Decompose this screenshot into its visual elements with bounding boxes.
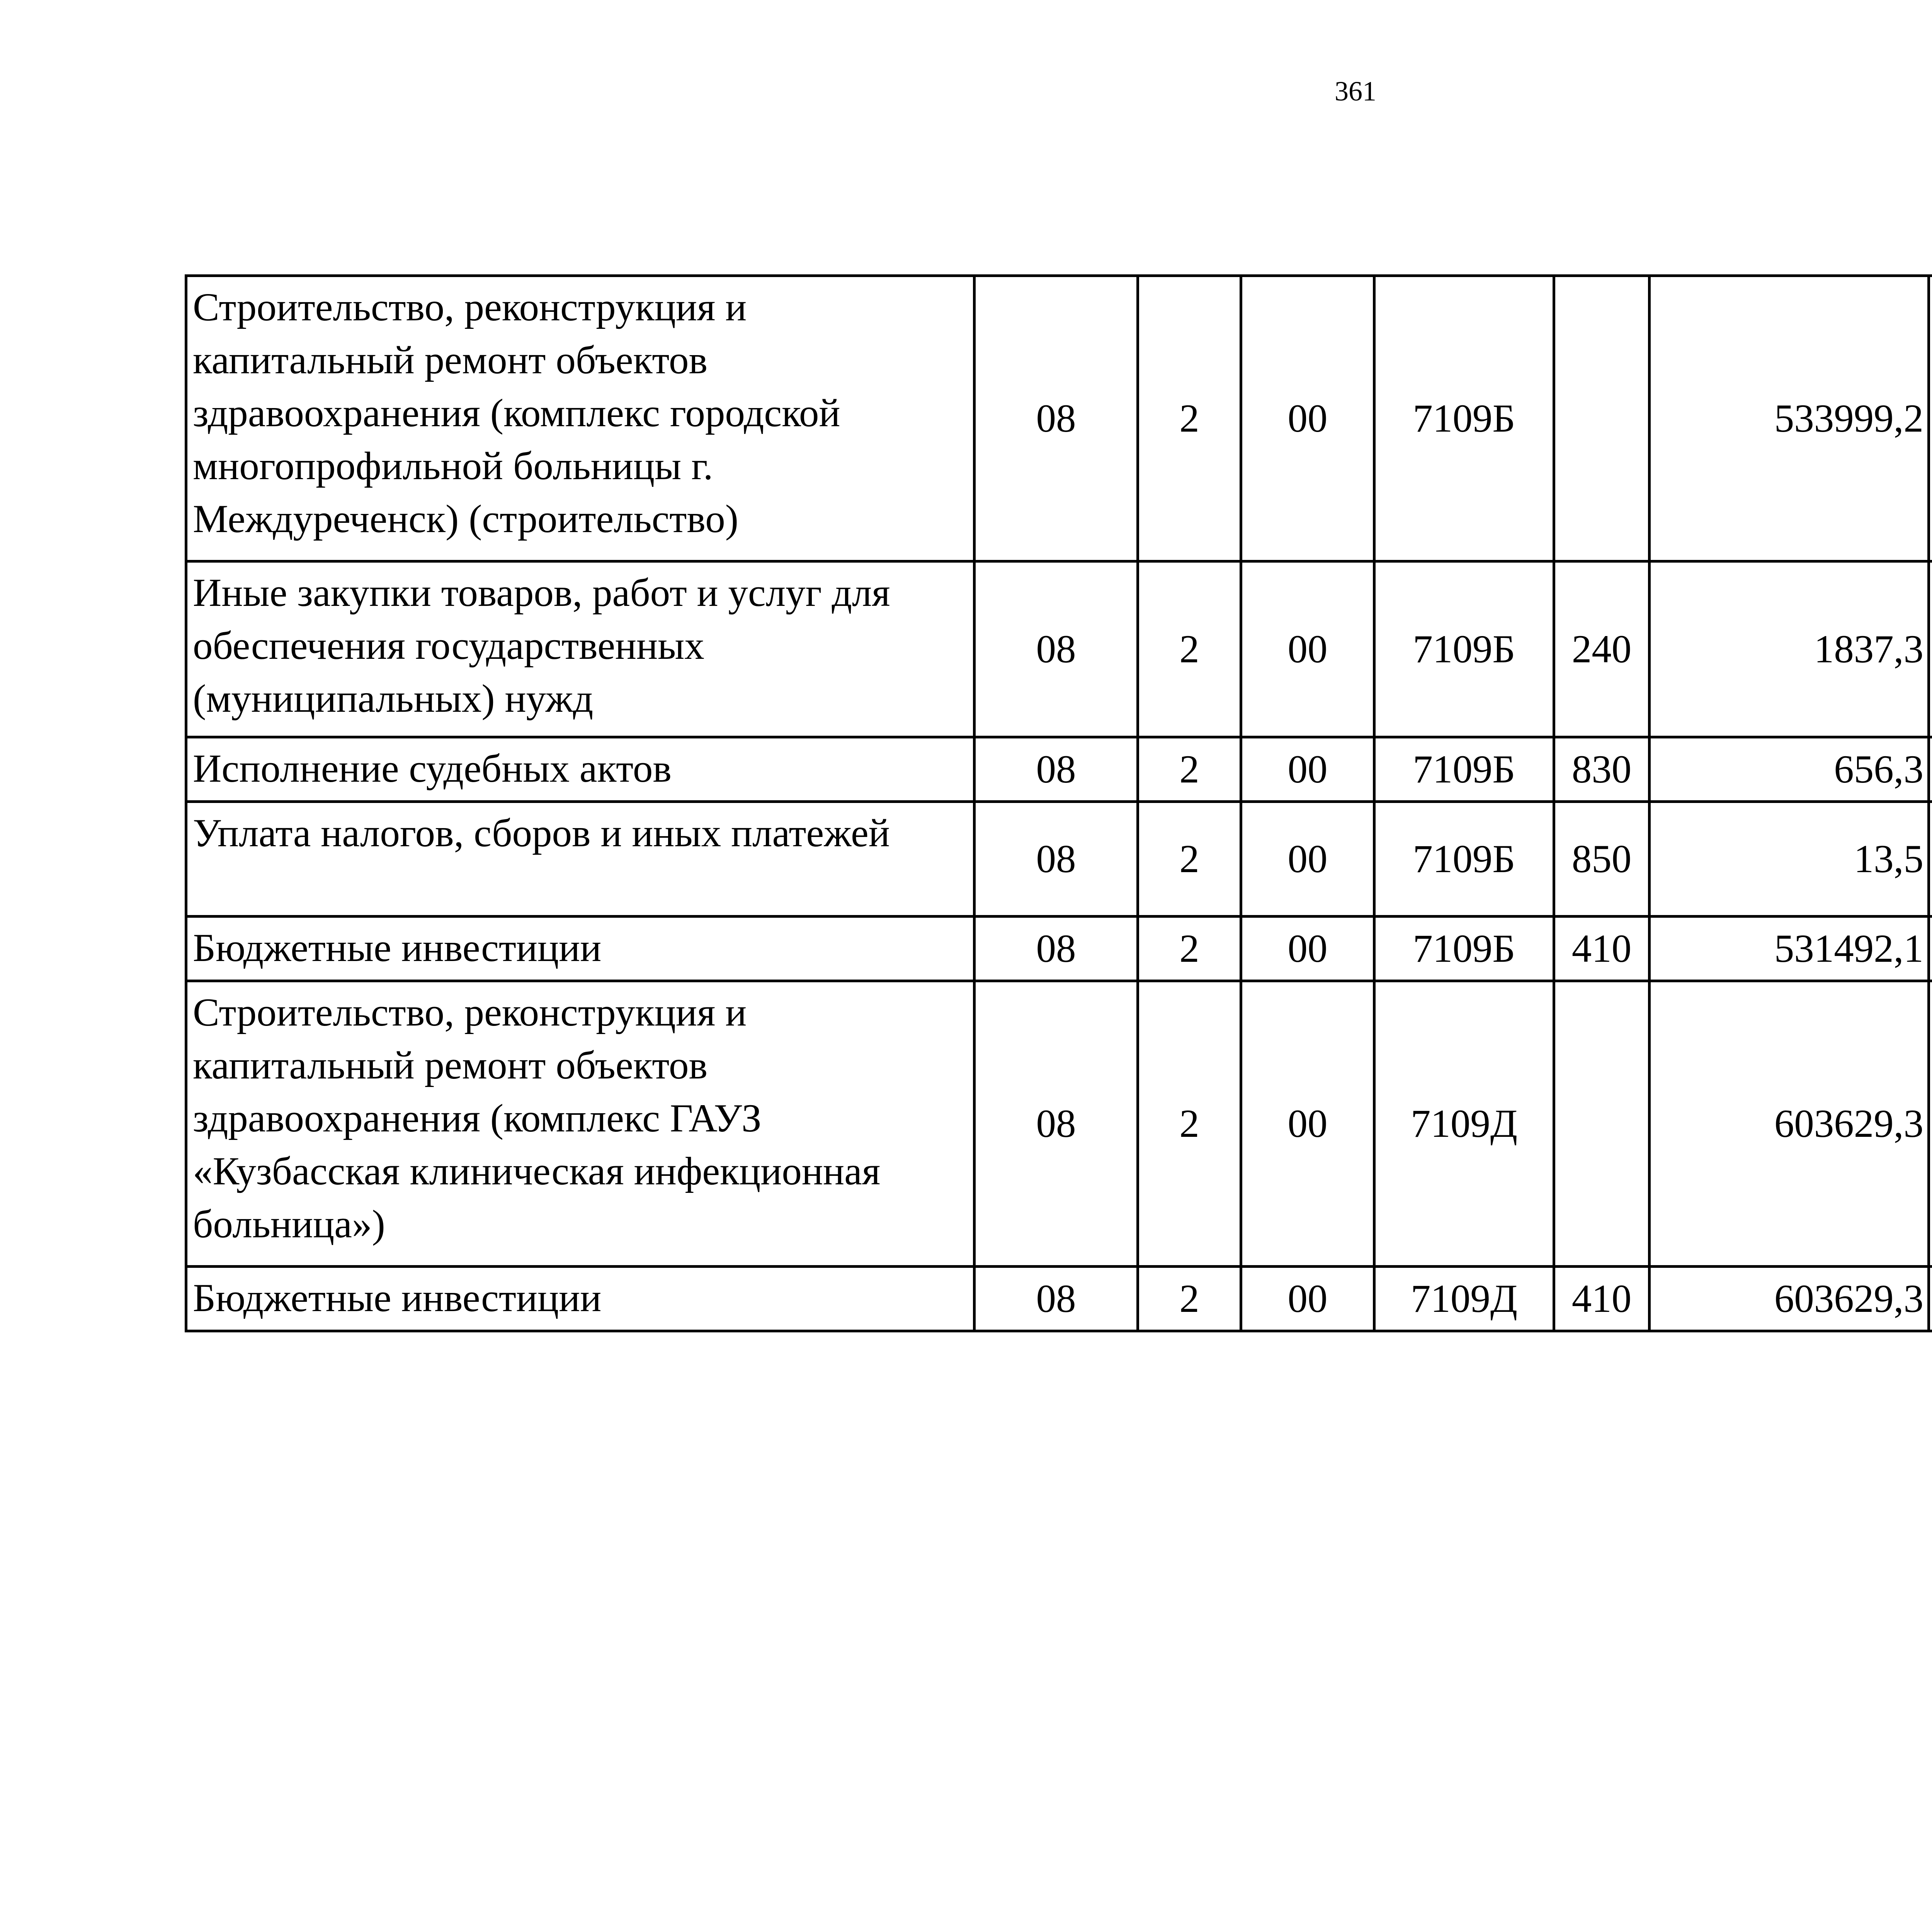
section-code: 08 <box>975 276 1138 561</box>
expense-type-code: 240 <box>1554 561 1650 737</box>
subprogram-code: 00 <box>1241 1267 1374 1331</box>
amount-year-2 <box>1929 276 1932 561</box>
amount-year-1: 13,5 <box>1650 802 1929 917</box>
subprogram-code: 00 <box>1241 276 1374 561</box>
table-row <box>186 276 1932 561</box>
amount-year-1: 656,3 <box>1650 737 1929 802</box>
table-row <box>186 1267 1932 1331</box>
page-number: 361 <box>1335 76 1376 107</box>
amount-year-2 <box>1929 1267 1932 1331</box>
direction-code: 7109Б <box>1374 276 1554 561</box>
expense-type-code: 410 <box>1554 917 1650 981</box>
section-code: 08 <box>975 561 1138 737</box>
amount-year-1: 533999,2 <box>1650 276 1929 561</box>
section-code: 08 <box>975 737 1138 802</box>
row-description: Бюджетные инвестиции <box>186 917 975 981</box>
expense-type-code: 830 <box>1554 737 1650 802</box>
amount-year-2 <box>1929 981 1932 1267</box>
direction-code: 7109Д <box>1374 1267 1554 1331</box>
program-code: 2 <box>1138 276 1241 561</box>
amount-year-1: 603629,3 <box>1650 1267 1929 1331</box>
row-description: Иные закупки товаров, работ и услуг для обеспечения государственных (муниципальных) нужд <box>186 561 975 737</box>
row-description: Уплата налогов, сборов и иных платежей <box>186 802 975 917</box>
amount-year-2 <box>1929 917 1932 981</box>
table-row <box>186 737 1932 802</box>
table-row <box>186 917 1932 981</box>
row-description: Строительство, реконструкция и капитальный ремонт объектов здравоохранения (комплекс ГАУЗ «Кузбасская клиническая инфекционная больница») <box>186 981 975 1267</box>
amount-year-1: 1837,3 <box>1650 561 1929 737</box>
subprogram-code: 00 <box>1241 737 1374 802</box>
row-description: Бюджетные инвестиции <box>186 1267 975 1331</box>
subprogram-code: 00 <box>1241 981 1374 1267</box>
table-row <box>186 561 1932 737</box>
amount-year-2 <box>1929 737 1932 802</box>
budget-table <box>185 274 1932 1332</box>
program-code: 2 <box>1138 981 1241 1267</box>
subprogram-code: 00 <box>1241 917 1374 981</box>
expense-type-code: 410 <box>1554 1267 1650 1331</box>
amount-year-2 <box>1929 802 1932 917</box>
direction-code: 7109Б <box>1374 802 1554 917</box>
row-description: Исполнение судебных актов <box>186 737 975 802</box>
program-code: 2 <box>1138 1267 1241 1331</box>
program-code: 2 <box>1138 802 1241 917</box>
direction-code: 7109Б <box>1374 561 1554 737</box>
section-code: 08 <box>975 917 1138 981</box>
row-description: Строительство, реконструкция и капитальный ремонт объектов здравоохранения (комплекс городской многопрофильной больницы г. Междуреченск) (строительство) <box>186 276 975 561</box>
direction-code: 7109Б <box>1374 737 1554 802</box>
expense-type-code: 850 <box>1554 802 1650 917</box>
subprogram-code: 00 <box>1241 561 1374 737</box>
amount-year-2 <box>1929 561 1932 737</box>
table-row <box>186 802 1932 917</box>
program-code: 2 <box>1138 737 1241 802</box>
amount-year-1: 531492,1 <box>1650 917 1929 981</box>
program-code: 2 <box>1138 561 1241 737</box>
direction-code: 7109Б <box>1374 917 1554 981</box>
section-code: 08 <box>975 802 1138 917</box>
program-code: 2 <box>1138 917 1241 981</box>
expense-type-code <box>1554 981 1650 1267</box>
table-row <box>186 981 1932 1267</box>
direction-code: 7109Д <box>1374 981 1554 1267</box>
section-code: 08 <box>975 981 1138 1267</box>
section-code: 08 <box>975 1267 1138 1331</box>
expense-type-code <box>1554 276 1650 561</box>
subprogram-code: 00 <box>1241 802 1374 917</box>
amount-year-1: 603629,3 <box>1650 981 1929 1267</box>
